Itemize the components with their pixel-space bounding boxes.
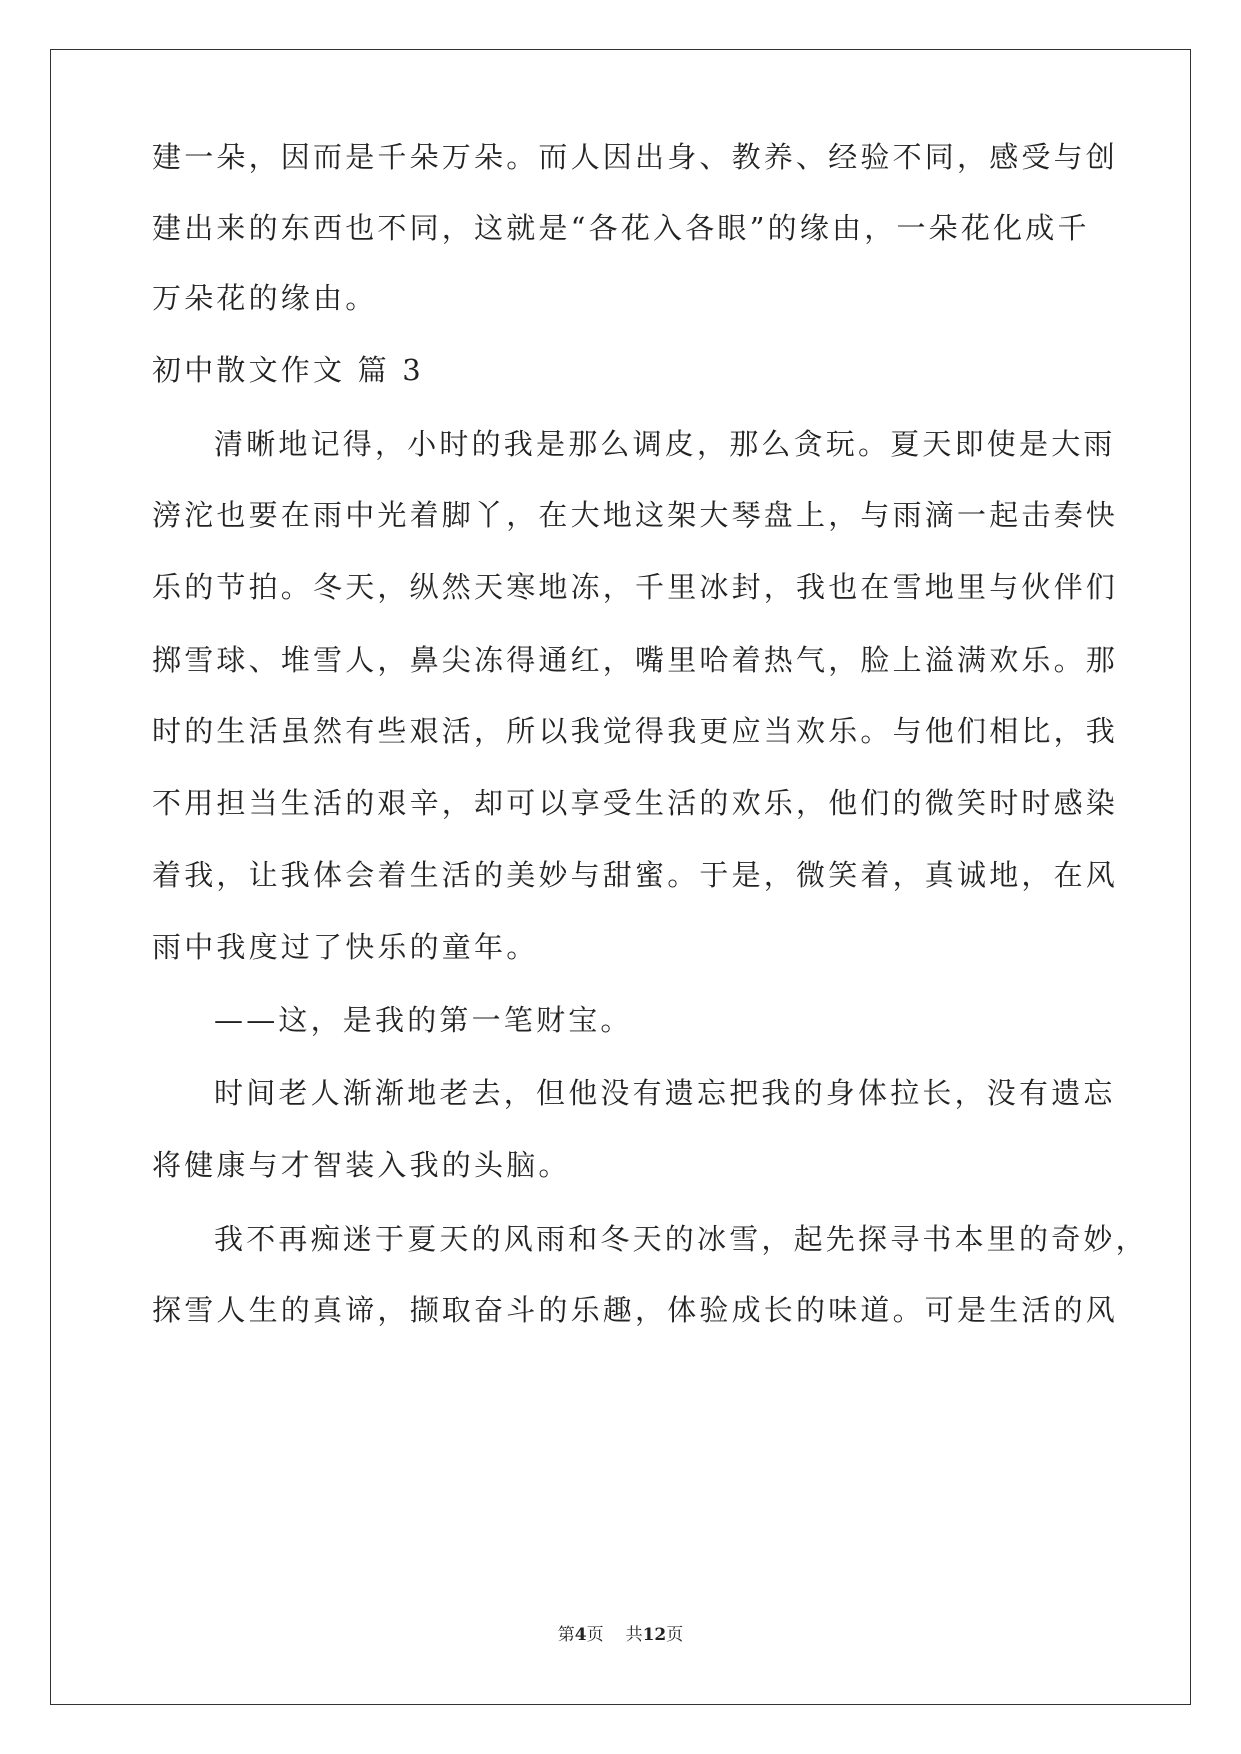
total-page-number: 12 [642, 1625, 667, 1645]
text-line: 将健康与才智装入我的头脑。 [152, 1148, 571, 1182]
total-prefix: 共 [625, 1625, 643, 1645]
text-line: ——这，是我的第一笔财宝。 [214, 1003, 633, 1037]
text-line: 乐的节拍。冬天，纵然天寒地冻，千里冰封，我也在雪地里与伙伴们 [152, 570, 1119, 604]
text-line: 建出来的东西也不同，这就是“各花入各眼”的缘由，一朵花化成千 [152, 211, 1090, 245]
text-line: 万朵花的缘由。 [152, 281, 378, 315]
total-suffix: 页 [666, 1625, 684, 1645]
text-line: 不用担当生活的艰辛，却可以享受生活的欢乐，他们的微笑时时感染 [152, 786, 1119, 820]
text-line: 建一朵，因而是千朵万朵。而人因出身、教养、经验不同，感受与创 [152, 140, 1119, 174]
page-suffix: 页 [586, 1625, 604, 1645]
page-footer [0, 1620, 1241, 1645]
text-line: 着我，让我体会着生活的美妙与甜蜜。于是，微笑着，真诚地，在风 [152, 858, 1119, 892]
text-line: 雨中我度过了快乐的童年。 [152, 930, 539, 964]
page-prefix: 第 [557, 1625, 575, 1645]
current-page-number: 4 [574, 1625, 587, 1645]
text-line: 探雪人生的真谛，撷取奋斗的乐趣，体验成长的味道。可是生活的风 [152, 1293, 1119, 1327]
text-line: 时的生活虽然有些艰活，所以我觉得我更应当欢乐。与他们相比，我 [152, 714, 1119, 748]
text-line: 时间老人渐渐地老去，但他没有遗忘把我的身体拉长，没有遗忘 [214, 1076, 1116, 1110]
text-line: 掷雪球、堆雪人，鼻尖冻得通红，嘴里哈着热气，脸上溢满欢乐。那 [152, 643, 1119, 677]
section-heading: 初中散文作文 篇 3 [152, 353, 424, 387]
text-line: 我不再痴迷于夏天的风雨和冬天的冰雪，起先探寻书本里的奇妙， [214, 1222, 1148, 1256]
text-line: 清晰地记得，小时的我是那么调皮，那么贪玩。夏天即使是大雨 [214, 427, 1116, 461]
text-line: 滂沱也要在雨中光着脚丫，在大地这架大琴盘上，与雨滴一起击奏快 [152, 498, 1119, 532]
